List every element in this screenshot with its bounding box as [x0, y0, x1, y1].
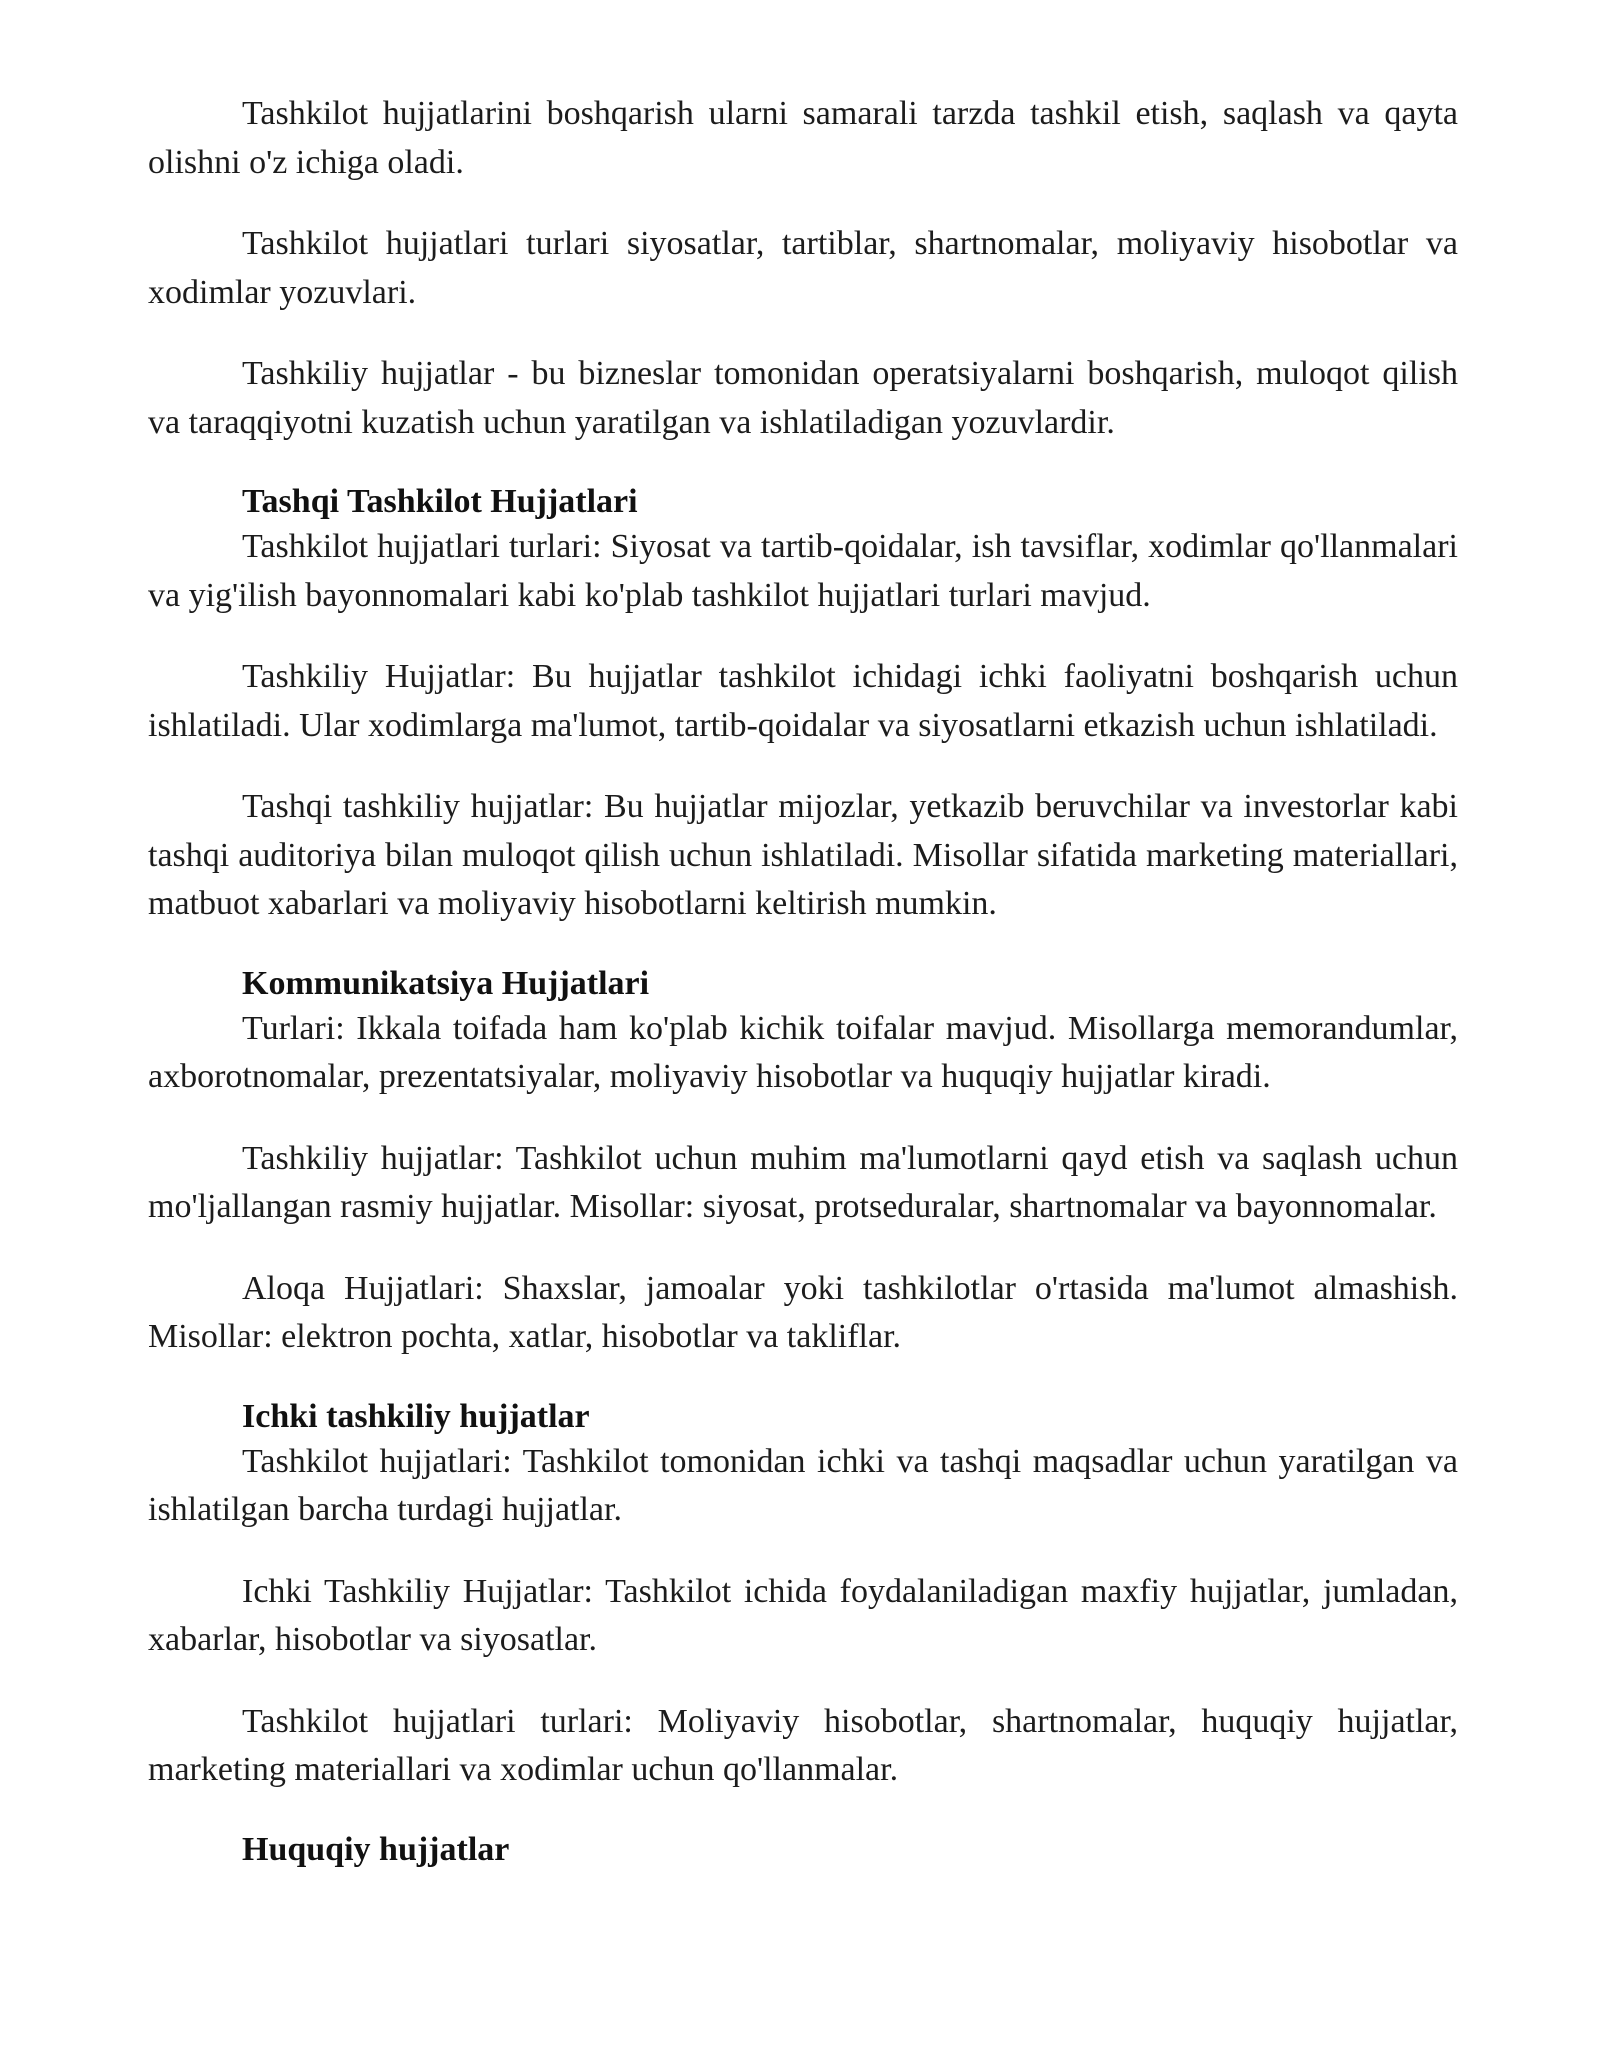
paragraph: Tashkilot hujjatlarini boshqarish ularni samarali tarzda tashkil etish, saqlash va qayta olishni o'z ichiga oladi. — [148, 95, 1458, 181]
document-page — [148, 90, 1458, 1871]
paragraph: Tashkilot hujjatlari turlari siyosatlar, tartiblar, shartnomalar, moliyaviy hisobotlar va xodimlar yozuvlari. — [148, 225, 1458, 311]
section-heading: Ichki tashkiliy hujjatlar — [242, 1397, 590, 1435]
section-huquqiy-hujjatlar — [148, 1829, 1458, 1871]
paragraph: Tashkilot hujjatlari turlari: Moliyaviy hisobotlar, shartnomalar, huquqiy hujjatlar, marketing materiallari va xodimlar uchun qo'llanmalar. — [148, 1702, 1458, 1788]
paragraph: Tashqi tashkiliy hujjatlar: Bu hujjatlar mijozlar, yetkazib beruvchilar va investorlar kabi tashqi auditoriya bilan muloqot qilish uchun ishlatiladi. Misollar sifatida marketing materiallari, matbuot xabarlari va moliyaviy hisobotlarni keltirish mumkin. — [148, 788, 1458, 922]
section-kommunikatsiya-hujjatlari — [148, 963, 1458, 1362]
section-ichki-tashkiliy-hujjatlar — [148, 1396, 1458, 1795]
paragraph: Ichki Tashkiliy Hujjatlar: Tashkilot ichida foydalaniladigan maxfiy hujjatlar, jumladan, xabarlar, hisobotlar va siyosatlar. — [148, 1572, 1458, 1658]
section-heading: Kommunikatsiya Hujjatlari — [242, 964, 650, 1002]
section-tashqi-tashkilot-hujjatlari — [148, 481, 1458, 929]
paragraph: Turlari: Ikkala toifada ham ko'plab kichik toifalar mavjud. Misollarga memorandumlar, axborotnomalar, prezentatsiyalar, moliyaviy hisobotlar va huquqiy hujjatlar kiradi. — [148, 1009, 1458, 1095]
paragraph: Aloqa Hujjatlari: Shaxslar, jamoalar yoki tashkilotlar o'rtasida ma'lumot almashish. Misollar: elektron pochta, xatlar, hisobotlar va takliflar. — [148, 1269, 1458, 1355]
paragraph: Tashkiliy hujjatlar - bu bizneslar tomonidan operatsiyalarni boshqarish, muloqot qilish va taraqqiyotni kuzatish uchun yaratilgan va ishlatiladigan yozuvlardir. — [148, 355, 1458, 441]
paragraph: Tashkilot hujjatlari turlari: Siyosat va tartib-qoidalar, ish tavsiflar, xodimlar qo'llanmalari va yig'ilish bayonnomalari kabi ko'plab tashkilot hujjatlari turlari mavjud. — [148, 528, 1458, 614]
section-heading: Tashqi Tashkilot Hujjatlari — [242, 483, 638, 520]
paragraph: Tashkiliy Hujjatlar: Bu hujjatlar tashkilot ichidagi ichki faoliyatni boshqarish uchun ishlatiladi. Ular xodimlarga ma'lumot, tartib-qoidalar va siyosatlarni etkazish uchun ishlatiladi. — [148, 658, 1458, 744]
paragraph: Tashkilot hujjatlari: Tashkilot tomonidan ichki va tashqi maqsadlar uchun yaratilgan va ishlatilgan barcha turdagi hujjatlar. — [148, 1442, 1458, 1528]
section-heading: Huquqiy hujjatlar — [242, 1830, 510, 1868]
paragraph: Tashkiliy hujjatlar: Tashkilot uchun muhim ma'lumotlarni qayd etish va saqlash uchun mo'ljallangan rasmiy hujjatlar. Misollar: siyosat, protseduralar, shartnomalar va bayonnomalar. — [148, 1139, 1458, 1225]
